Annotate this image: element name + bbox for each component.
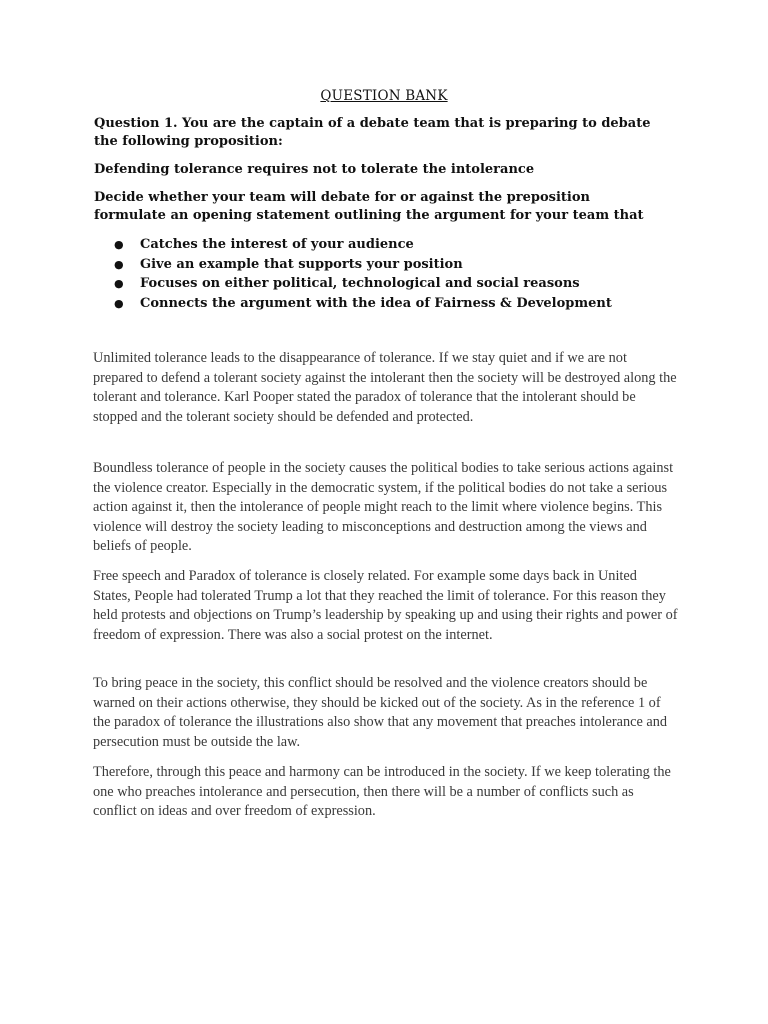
list-item-text: Give an example that supports your position — [140, 256, 463, 272]
document-title: QUESTION BANK — [320, 88, 448, 104]
bullet-icon: ● — [114, 238, 124, 251]
answer-paragraph: To bring peace in the society, this conflict should be resolved and the violence creators should be warned on their actions otherwise, they should be kicked out of the society. As in the reference 1 of the paradox of tolerance the illustrations also show that any movement that preaches intolerance and persecution must be outside the law. — [93, 675, 668, 750]
list-item — [114, 295, 612, 315]
requirements-list — [114, 236, 612, 314]
list-item — [114, 275, 612, 295]
list-item — [114, 236, 612, 256]
question-task: Decide whether your team will debate for or against the preposition formulate an opening statement outlining the argument for your team that — [94, 190, 644, 223]
answer-paragraph: Therefore, through this peace and harmony can be introduced in the society. If we keep tolerating the one who preaches intolerance and persecution, then there will be a number of conflicts such as conflict on ideas and over freedom of expression. — [93, 764, 671, 820]
bullet-icon: ● — [114, 296, 124, 310]
bullet-icon: ● — [114, 257, 124, 271]
bullet-icon: ● — [114, 277, 124, 290]
question-intro: Question 1. You are the captain of a debate team that is preparing to debate the following proposition: — [94, 116, 651, 149]
list-item-text: Catches the interest of your audience — [140, 237, 414, 252]
list-item — [114, 256, 612, 276]
answer-paragraph: Boundless tolerance of people in the society causes the political bodies to take serious actions against the violence creator. Especially in the democratic system, if the political bodies do not take a serious action against it, then the intolerance of people might reach to the limit where violence begins. This violence will destroy the society leading to misconceptions and destruction among the views and beliefs of people. — [93, 460, 674, 555]
list-item-text: Connects the argument with the idea of Fairness & Development — [140, 295, 612, 311]
answer-paragraph: Free speech and Paradox of tolerance is closely related. For example some days back in United States, People had tolerated Trump a lot that they reached the limit of tolerance. For this reason they held protests and objections on Trump’s leadership by speaking up and using their rights and power of freedom of expression. There was also a social protest on the internet. — [93, 568, 678, 643]
answer-paragraph: Unlimited tolerance leads to the disappearance of tolerance. If we stay quiet and if we are not prepared to defend a tolerant society against the intolerant then the society will be destroyed along the tolerant and tolerance. Karl Pooper stated the paradox of tolerance that the intolerant should be stopped and the tolerant society should be defended and protected. — [93, 350, 677, 425]
list-item-text: Focuses on either political, technological and social reasons — [140, 276, 580, 291]
question-proposition: Defending tolerance requires not to tolerate the intolerance — [94, 162, 535, 177]
